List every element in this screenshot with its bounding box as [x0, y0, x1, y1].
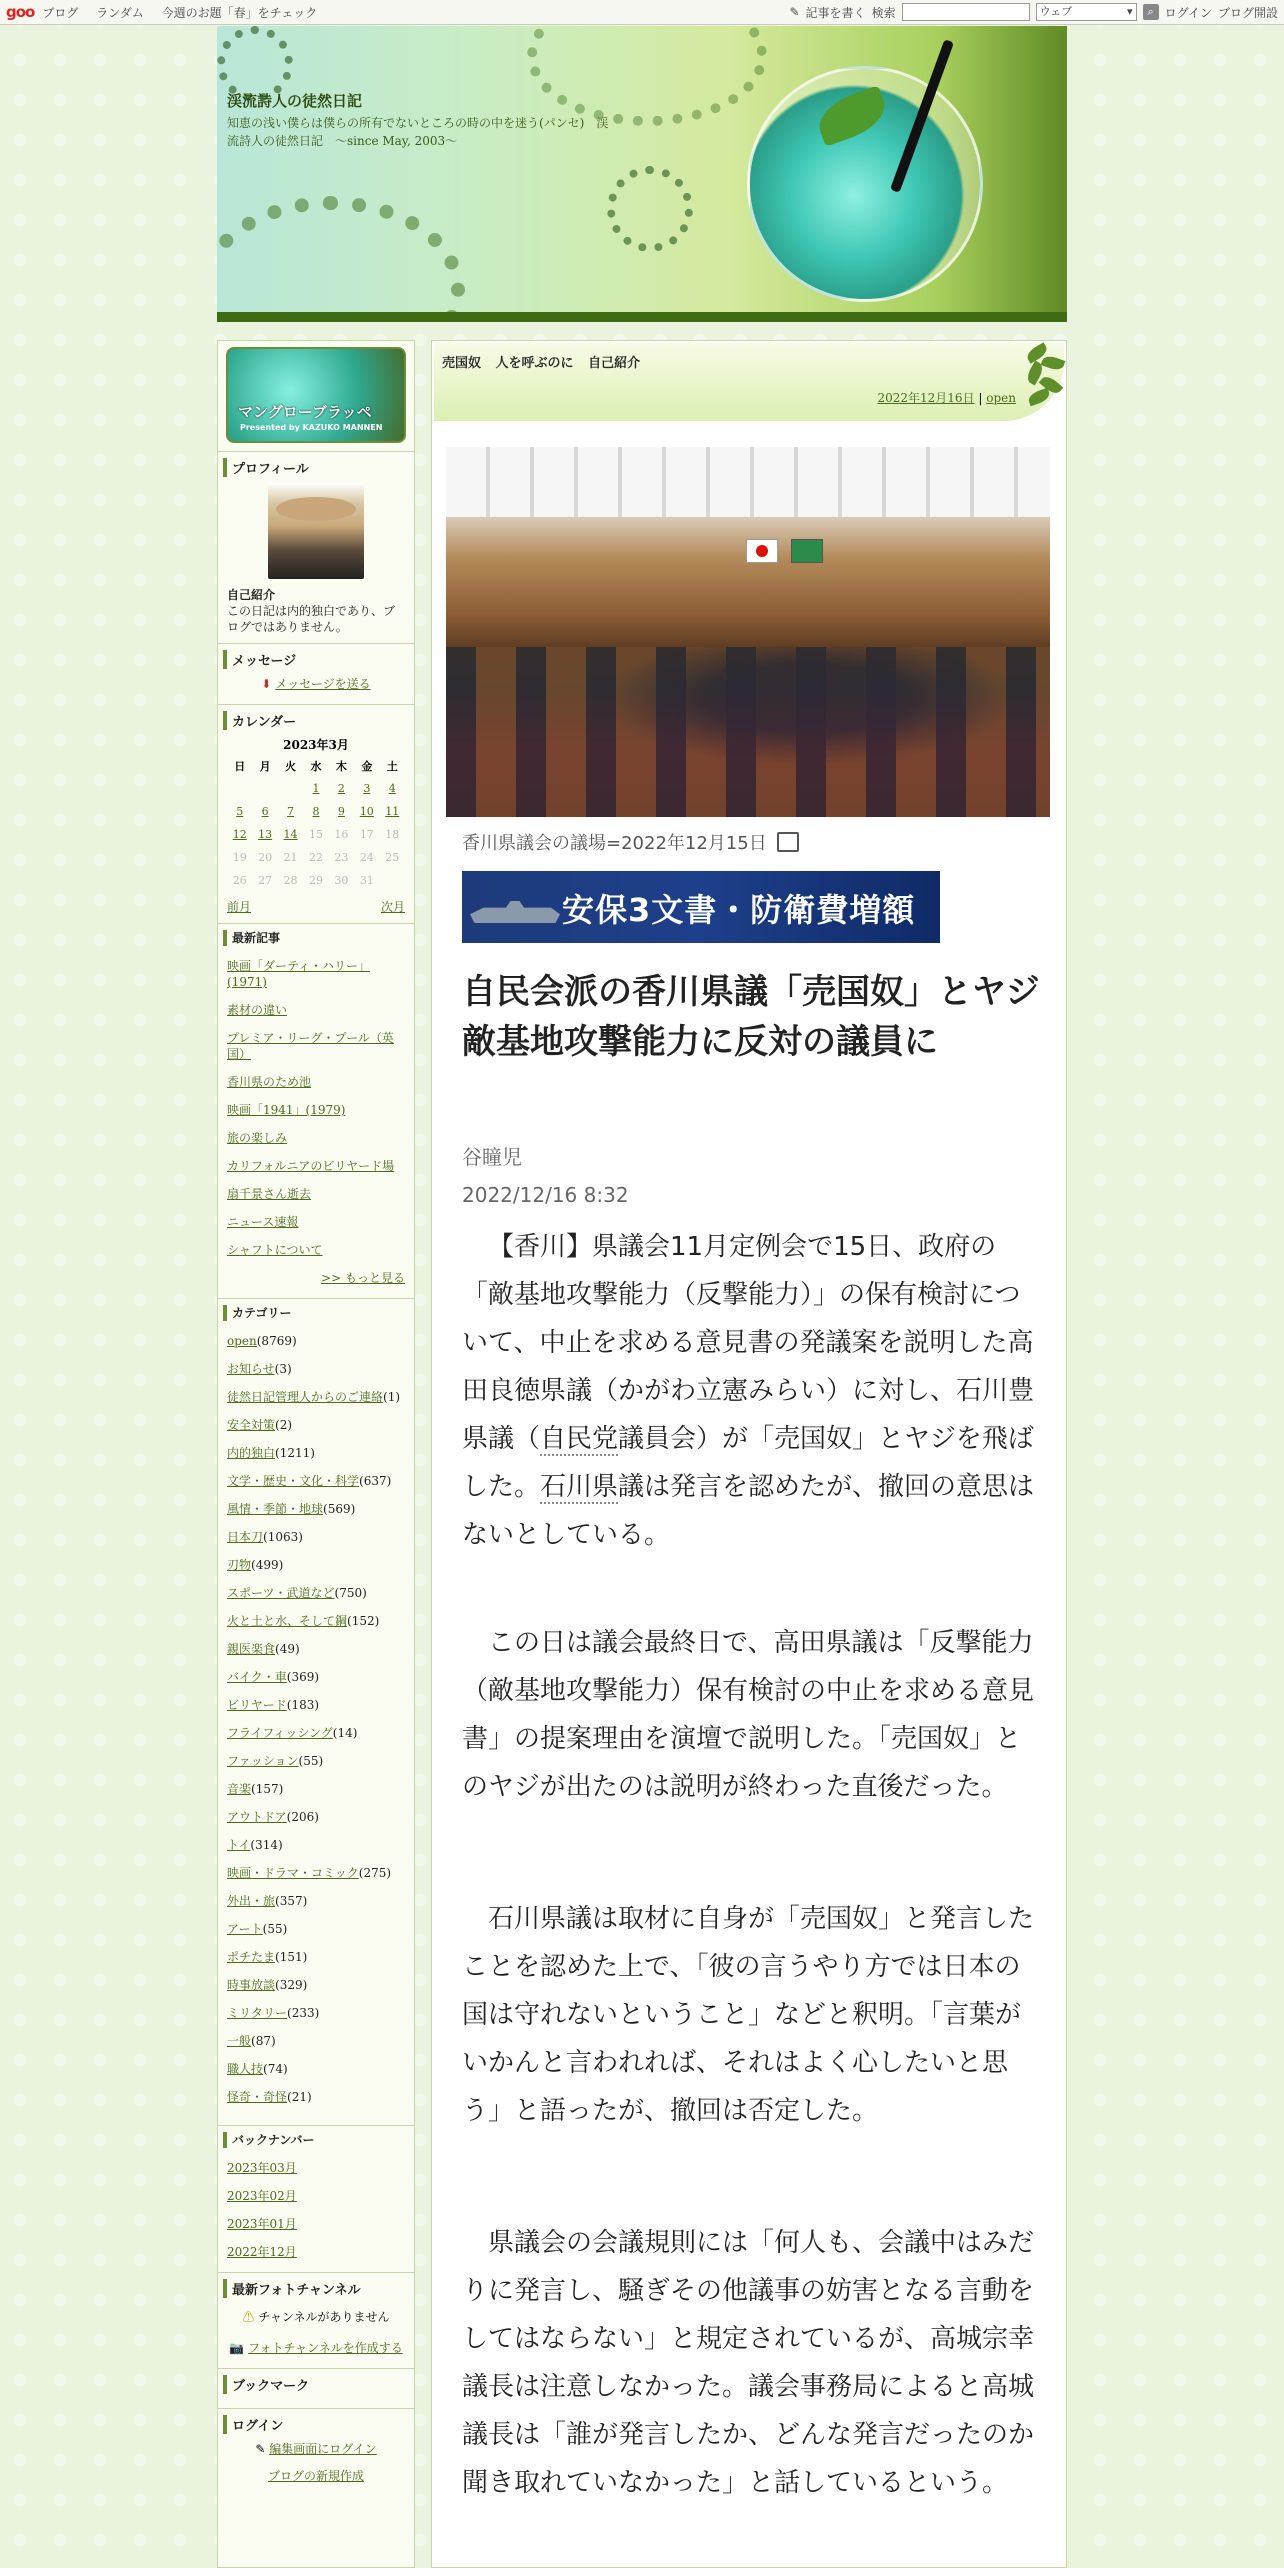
login-section: [218, 2408, 414, 2492]
category-item: [227, 1501, 405, 1517]
category-link[interactable]: 文学・歴史・文化・科学: [227, 1474, 360, 1488]
category-link[interactable]: 映画・ドラマ・コミック: [227, 1866, 359, 1880]
message-section: [218, 643, 414, 704]
backnumber-section: [218, 2125, 414, 2272]
keyword-link[interactable]: 自民党: [540, 1424, 619, 1454]
main-content: [431, 340, 1074, 2568]
assembly-hall-photo[interactable]: [446, 447, 1050, 817]
calendar-day[interactable]: 1: [312, 782, 320, 795]
category-link[interactable]: 風情・季節・地球: [227, 1502, 324, 1516]
category-count: (499): [251, 1558, 284, 1572]
category-link[interactable]: アート: [227, 1922, 263, 1936]
calendar-day: 25: [385, 851, 400, 864]
category-item: [227, 1613, 405, 1629]
blog-header: [217, 26, 1067, 314]
caption-text: 香川県議会の議場=2022年12月15日: [462, 833, 767, 854]
search-label: 検索: [871, 5, 896, 20]
category-link[interactable]: 外出・旅: [227, 1894, 276, 1908]
category-count: (49): [275, 1642, 300, 1656]
category-count: (1211): [275, 1446, 315, 1460]
lace-decoration: [527, 26, 767, 126]
calendar-day[interactable]: 7: [287, 805, 295, 818]
category-count: (329): [275, 1978, 308, 1992]
article-timestamp: 2022/12/16 8:32: [462, 1183, 629, 1207]
category-count: (152): [347, 1614, 380, 1628]
recent-post-link[interactable]: 素材の違い: [227, 1003, 288, 1017]
bookmark-section: [218, 2368, 414, 2408]
recent-post-link[interactable]: プレミア・リーグ・プール（英国）: [227, 1031, 394, 1061]
calendar-heading: カレンダー: [223, 711, 405, 730]
weekday-label: 月: [259, 760, 271, 773]
category-link[interactable]: ビリヤード: [227, 1698, 287, 1712]
calendar-day: 15: [308, 828, 323, 841]
category-item: [227, 1837, 405, 1853]
search-input[interactable]: [902, 3, 1030, 21]
weekday-label: 日: [234, 760, 246, 773]
entry-date-link[interactable]: 2022年12月16日: [877, 391, 975, 405]
mail-icon: ⬇: [261, 677, 272, 691]
pencil-icon: ✎: [255, 2442, 266, 2456]
category-link[interactable]: 内的独白: [227, 1446, 276, 1460]
calendar-day[interactable]: 2: [337, 782, 345, 795]
calendar-day: 30: [334, 874, 349, 887]
calendar-prev-link[interactable]: 前月: [227, 900, 252, 914]
ceiling-lights: [446, 447, 1050, 517]
entry-categories: [442, 352, 650, 371]
recent-posts-heading: 最新記事: [223, 930, 405, 946]
avatar: [268, 483, 364, 579]
calendar-day: [278, 777, 303, 800]
category-item: [227, 1333, 405, 1349]
category-link[interactable]: フライフィッシング: [227, 1726, 333, 1740]
nav-random-link[interactable]: ランダム: [96, 5, 144, 20]
category-link[interactable]: バイク・車: [227, 1670, 287, 1684]
category-item: [227, 2061, 405, 2077]
bookmark-heading: ブックマーク: [223, 2375, 405, 2394]
prefecture-flag: [791, 539, 823, 563]
header-divider: [217, 312, 1067, 322]
calendar-day: 20: [258, 851, 273, 864]
topic-banner[interactable]: [462, 871, 940, 943]
login-link[interactable]: ログイン: [1164, 5, 1212, 20]
category-link[interactable]: 職人技: [227, 2062, 264, 2076]
category-item: [227, 1753, 405, 1769]
backnumber-link[interactable]: 2023年01月: [227, 2217, 297, 2231]
categories-section: [218, 1298, 414, 2125]
category-item: [227, 1585, 405, 1601]
category-item: [227, 1921, 405, 1937]
category-count: (750): [334, 1586, 367, 1600]
category-count: (275): [358, 1866, 392, 1880]
category-item: [227, 1949, 405, 1965]
article-headline: 自民会派の香川県議「売国奴」とヤジ 敵基地攻撃能力に反対の議員に: [462, 972, 1074, 1062]
category-link[interactable]: 火と土と水、そして鋼: [227, 1614, 348, 1628]
calendar-section: [218, 704, 414, 923]
category-count: (233): [287, 2006, 320, 2020]
category-count: (357): [275, 1894, 308, 1908]
category-item: [227, 1977, 405, 1993]
calendar-day[interactable]: 13: [258, 828, 273, 841]
category-count: (14): [332, 1726, 358, 1740]
category-link[interactable]: ファッション: [227, 1754, 299, 1768]
message-heading: メッセージ: [223, 650, 405, 669]
sidebar: [217, 340, 415, 2568]
sidebar-banner[interactable]: [226, 347, 406, 443]
calendar-day: [380, 869, 405, 892]
pencil-icon: ✎: [789, 5, 800, 19]
entry-category-tag: 自己紹介: [588, 356, 641, 371]
keyword-link[interactable]: 石川県: [540, 1472, 619, 1502]
warning-icon: ⚠: [242, 2310, 255, 2324]
banner-title: マングローブラッペ: [238, 403, 372, 421]
calendar-next-link[interactable]: 次月: [380, 900, 405, 914]
article-author: 谷瞳児: [462, 1145, 522, 1169]
category-item: [227, 1557, 405, 1573]
category-item: [227, 1445, 405, 1461]
category-item: [227, 1893, 405, 1909]
assembly-seats: [446, 647, 1050, 817]
calendar-day: 26: [232, 874, 247, 887]
nav-blog-link[interactable]: ブログ: [42, 5, 79, 20]
category-count: (3): [274, 1362, 292, 1376]
entry-category-tag: 売国奴: [442, 356, 482, 371]
weekday-label: 土: [386, 760, 398, 773]
category-link[interactable]: 親医楽食: [227, 1642, 276, 1656]
category-item: [227, 1669, 405, 1685]
category-count: (369): [286, 1670, 320, 1684]
calendar-day: 31: [359, 874, 374, 887]
calendar-day: 18: [385, 828, 400, 841]
category-link[interactable]: 一般: [227, 2034, 252, 2048]
article-paragraph: 石川県議は取材に自身が「売国奴」と発言したことを認めた上で、「彼の言うやり方では日本の国は守れないということ」などと釈明。「言葉がいかんと言われれば、それはよく心したいと思う」と語ったが、撤回は否定した。: [462, 1904, 1035, 2126]
image-icon[interactable]: [777, 832, 799, 852]
weekday-label: 水: [310, 760, 322, 773]
separator: |: [978, 391, 983, 405]
photo-channel-section: [218, 2272, 414, 2368]
weekday-label: 金: [361, 760, 373, 773]
backnumber-link[interactable]: 2023年02月: [227, 2189, 297, 2203]
backnumber-link[interactable]: 2023年03月: [227, 2161, 297, 2175]
calendar-day[interactable]: 5: [236, 805, 244, 818]
profile-section: [218, 451, 414, 643]
category-count: (151): [275, 1950, 308, 1964]
category-link[interactable]: 徒然日記管理人からのご連絡: [227, 1390, 384, 1404]
category-count: (637): [359, 1474, 392, 1488]
category-link[interactable]: 刃物: [227, 1558, 252, 1572]
calendar-day: [227, 777, 252, 800]
calendar-day: 16: [334, 828, 349, 841]
category-link[interactable]: アウトドア: [227, 1810, 287, 1824]
blog-title[interactable]: 渓流詩人の徒然日記: [227, 92, 363, 110]
category-count: (569): [323, 1502, 356, 1516]
category-item: [227, 1473, 405, 1489]
calendar-day: 21: [283, 851, 298, 864]
calendar-day: 22: [308, 851, 323, 864]
calendar-day[interactable]: 12: [232, 828, 247, 841]
calendar-day[interactable]: 14: [283, 828, 298, 841]
editor-login-link[interactable]: 編集画面にログイン: [269, 2442, 377, 2456]
category-item: [227, 1725, 405, 1741]
photo-channel-heading: 最新フォトチャンネル: [223, 2279, 405, 2298]
category-count: (21): [287, 2090, 312, 2104]
calendar-day: 29: [308, 874, 323, 887]
category-count: (87): [251, 2034, 276, 2048]
entry-category-link[interactable]: open: [986, 391, 1016, 405]
photo-caption: [462, 829, 799, 855]
banner-subtitle: Presented by KAZUKO MANNEN: [240, 423, 383, 432]
calendar-month: 2023年3月: [283, 738, 349, 752]
article-paragraph: この日は議会最終日で、高田県議は「反撃能力（敵基地攻撃能力）保有検討の中止を求める意見書」の提案理由を演壇で説明した。「売国奴」とのヤジが出たのは説明が終わった直後だった。: [462, 1628, 1035, 1802]
top-nav: [42, 4, 331, 21]
calendar-day[interactable]: 3: [363, 782, 371, 795]
category-item: [227, 1529, 405, 1545]
recent-post-link[interactable]: 映画「ダーティ・ハリー」(1971): [227, 959, 371, 989]
category-item: [227, 1865, 405, 1881]
category-link[interactable]: 怪奇・奇怪: [227, 2090, 288, 2104]
article-paragraph: 【香川】県議会11月定例会で15日、政府の「敵基地攻撃能力（反撃能力）」の保有検討について、中止を求める意見書の発議案を説明した高田良徳県議（かがわ立憲みらい）に対し、石川豊県議（自民党議員会）が「売国奴」とヤジを飛ばした。石川県議は発言を認めたが、撤回の意思はないとしている。: [462, 1232, 1035, 1550]
category-count: (55): [298, 1754, 324, 1768]
category-link[interactable]: 時事放談: [227, 1978, 276, 1992]
calendar-day[interactable]: 4: [388, 782, 396, 795]
topic-banner-text: 安保3文書・防衛費増額: [562, 891, 916, 929]
recent-post-link[interactable]: 扇千景さん逝去: [227, 1187, 312, 1201]
backnumber-heading: バックナンバー: [223, 2132, 405, 2148]
profile-name: 自己紹介: [227, 588, 276, 602]
calendar-day: 27: [258, 874, 273, 887]
goo-logo[interactable]: goo: [6, 3, 35, 21]
open-blog-link[interactable]: ブログ開設: [1217, 5, 1278, 20]
more-posts-link[interactable]: >> もっと見る: [321, 1271, 405, 1285]
category-link[interactable]: スポーツ・武道など: [227, 1586, 335, 1600]
category-link[interactable]: 安全対策: [227, 1418, 276, 1432]
camera-icon: 📷: [229, 2341, 245, 2355]
profile-heading: プロフィール: [223, 458, 405, 477]
category-link[interactable]: 音楽: [227, 1782, 252, 1796]
category-count: (183): [286, 1698, 320, 1712]
leaf-decoration: [1006, 341, 1066, 411]
category-item: [227, 2033, 405, 2049]
calendar-day: 28: [283, 874, 298, 887]
japan-flag: [746, 539, 778, 563]
create-photo-channel-link[interactable]: フォトチャンネルを作成する: [248, 2341, 403, 2355]
weekday-label: 木: [335, 760, 347, 773]
category-item: [227, 1781, 405, 1797]
category-count: (157): [251, 1782, 284, 1796]
write-article-link[interactable]: 記事を書く: [805, 5, 866, 20]
calendar-day: 23: [334, 851, 349, 864]
calendar-day[interactable]: 11: [385, 805, 400, 818]
blog-description: 知恵の浅い僕らは僕らの所有でないところの時の中を迷う(パンセ) 渓流詩人の徒然日記 ～since May, 2003～: [227, 116, 609, 148]
calendar-day[interactable]: 6: [261, 805, 269, 818]
profile-text: この日記は内的独白であり、ブログではありません。: [227, 604, 396, 634]
category-link[interactable]: トイ: [227, 1838, 251, 1852]
category-count: (1063): [263, 1530, 303, 1544]
category-count: (206): [286, 1810, 319, 1824]
category-item: [227, 2005, 405, 2021]
category-item: [227, 1697, 405, 1713]
lace-decoration: [217, 196, 465, 314]
category-link[interactable]: ミリタリー: [227, 2006, 288, 2020]
recent-post-link[interactable]: 旅の楽しみ: [227, 1131, 288, 1145]
article-paragraph: 県議会の会議規則には「何人も、会議中はみだりに発言し、騒ぎその他議事の妨害となる言動をしてはならない」と規定されているが、高城宗幸議長は注意しなかった。議会事務局によると高城議長は「誰が発言したか、どんな発言だったのか聞き取れていなかった」と話しているという。: [462, 2228, 1035, 2498]
recent-post-link[interactable]: シャフトについて: [227, 1243, 323, 1257]
category-item: [227, 1389, 405, 1405]
calendar-day: 24: [359, 851, 374, 864]
category-item: [227, 1417, 405, 1433]
lace-decoration: [607, 166, 693, 252]
warship-icon: [470, 901, 560, 923]
send-message-link[interactable]: メッセージを送る: [275, 677, 371, 691]
recent-post-link[interactable]: 香川県のため池: [227, 1075, 312, 1089]
create-blog-link[interactable]: ブログの新規作成: [267, 2469, 364, 2483]
calendar-day: 17: [359, 828, 374, 841]
category-item: [227, 1809, 405, 1825]
category-link[interactable]: 日本刀: [227, 1530, 264, 1544]
calendar-table: [227, 755, 405, 892]
calendar-day[interactable]: 8: [312, 805, 320, 818]
calendar-day[interactable]: 10: [359, 805, 374, 818]
entry-category-tag: 人を呼ぶのに: [495, 356, 574, 371]
category-count: (55): [262, 1922, 288, 1936]
calendar-day[interactable]: 9: [337, 805, 345, 818]
no-channel-text: チャンネルがありません: [258, 2310, 390, 2324]
entry-header: [434, 343, 1064, 421]
category-link[interactable]: open: [227, 1334, 257, 1348]
category-count: (1): [383, 1390, 401, 1404]
category-link[interactable]: お知らせ: [227, 1362, 275, 1376]
entry-date-line: [877, 389, 1016, 406]
search-icon[interactable]: ⌕: [1143, 4, 1159, 20]
category-count: (2): [275, 1418, 293, 1432]
top-right-tools: [783, 0, 1278, 24]
category-item: [227, 2089, 405, 2105]
category-item: [227, 1641, 405, 1657]
recent-post-link[interactable]: カリフォルニアのビリヤード場: [227, 1159, 395, 1173]
nav-weekly-topic-link[interactable]: 今週のお題「春」をチェック: [161, 5, 318, 20]
recent-post-link[interactable]: ニュース速報: [227, 1215, 299, 1229]
search-scope-select[interactable]: ウェブ ▾: [1036, 3, 1137, 21]
category-item: [227, 1361, 405, 1377]
login-heading: ログイン: [223, 2415, 405, 2434]
categories-heading: カテゴリー: [223, 1305, 405, 1321]
calendar-day: 19: [232, 851, 247, 864]
category-count: (314): [250, 1838, 283, 1852]
category-count: (74): [263, 2062, 288, 2076]
backnumber-link[interactable]: 2022年12月: [227, 2245, 297, 2259]
top-bar: [0, 0, 1284, 25]
category-link[interactable]: ポチたま: [227, 1950, 276, 1964]
calendar-day: [252, 777, 277, 800]
category-count: (8769): [256, 1334, 297, 1348]
weekday-label: 火: [285, 760, 297, 773]
recent-post-link[interactable]: 映画「1941」(1979): [227, 1103, 346, 1117]
recent-posts-section: [218, 923, 414, 1298]
